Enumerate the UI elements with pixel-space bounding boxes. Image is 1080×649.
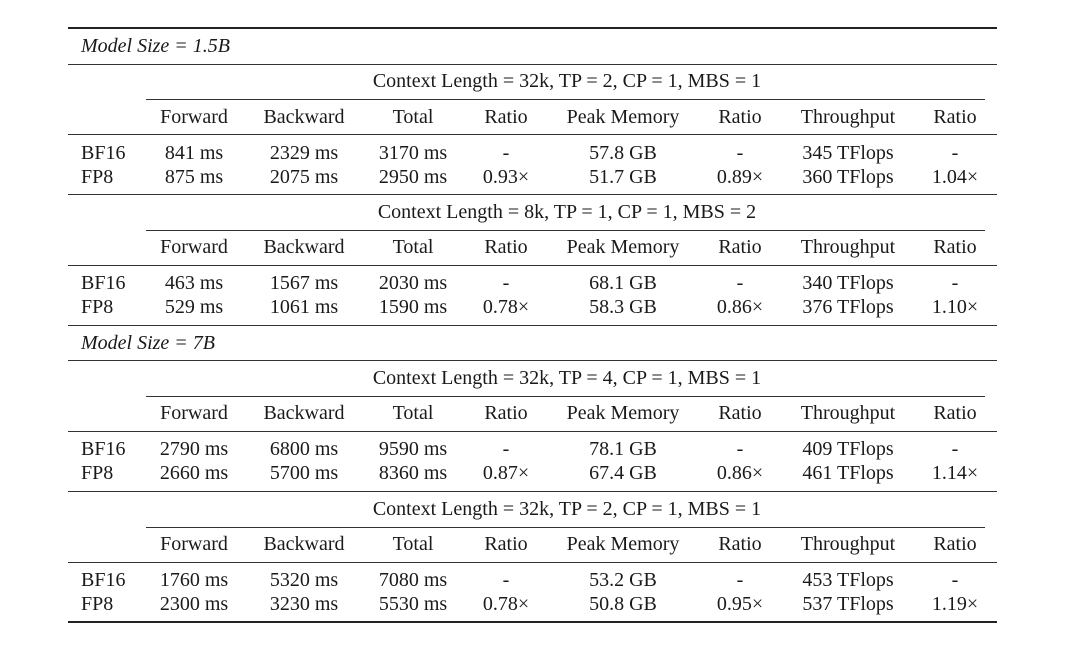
row-label: FP8 — [81, 166, 114, 188]
column-header: Ratio — [484, 106, 528, 128]
table-cell: - — [736, 272, 744, 294]
table-cell: 2300 ms — [159, 593, 229, 615]
table-cell: 67.4 GB — [589, 462, 657, 484]
column-header: Total — [392, 533, 434, 555]
table-cell: - — [502, 438, 510, 460]
table-cell: 463 ms — [164, 272, 224, 294]
table-cell: 2790 ms — [159, 438, 229, 460]
table-cell: 51.7 GB — [589, 166, 657, 188]
column-header: Ratio — [718, 402, 762, 424]
column-header: Backward — [263, 533, 345, 555]
section-title: Model Size = 1.5B — [81, 35, 231, 57]
table-cell: 461 TFlops — [802, 462, 894, 484]
table-cell: 529 ms — [164, 296, 224, 318]
table-cell: 5530 ms — [378, 593, 448, 615]
table-cell: 0.78× — [482, 296, 530, 318]
table-cell: 1590 ms — [378, 296, 448, 318]
table-cell: 0.93× — [482, 166, 530, 188]
table-cell: 1.10× — [931, 296, 979, 318]
column-header: Ratio — [718, 533, 762, 555]
header-rule — [68, 265, 997, 266]
table-cell: 5700 ms — [269, 462, 339, 484]
column-header: Ratio — [484, 236, 528, 258]
config-header: Context Length = 32k, TP = 2, CP = 1, MBS = 1 — [372, 70, 762, 92]
bottom-rule — [68, 621, 997, 623]
column-header: Forward — [160, 533, 228, 555]
column-header: Total — [392, 402, 434, 424]
column-header: Throughput — [800, 106, 896, 128]
table-cell: 875 ms — [164, 166, 224, 188]
table-cell: 57.8 GB — [589, 142, 657, 164]
table-cell: - — [736, 569, 744, 591]
config-rule — [146, 230, 985, 231]
table-cell: 53.2 GB — [589, 569, 657, 591]
column-header: Peak Memory — [566, 533, 680, 555]
table-cell: 409 TFlops — [802, 438, 894, 460]
table-cell: 0.86× — [716, 462, 764, 484]
column-header: Total — [392, 106, 434, 128]
table-cell: 68.1 GB — [589, 272, 657, 294]
table-cell: 360 TFlops — [802, 166, 894, 188]
table-cell: - — [502, 569, 510, 591]
column-header: Throughput — [800, 236, 896, 258]
row-label: FP8 — [81, 296, 114, 318]
column-header: Ratio — [484, 533, 528, 555]
table-cell: - — [951, 438, 959, 460]
table-cell: 6800 ms — [269, 438, 339, 460]
table-cell: 0.78× — [482, 593, 530, 615]
row-label: BF16 — [81, 272, 126, 294]
column-header: Ratio — [718, 106, 762, 128]
column-header: Ratio — [718, 236, 762, 258]
table-cell: 340 TFlops — [802, 272, 894, 294]
column-header: Peak Memory — [566, 106, 680, 128]
table-cell: - — [502, 142, 510, 164]
section-rule — [68, 64, 997, 65]
config-header: Context Length = 32k, TP = 2, CP = 1, MBS = 1 — [372, 498, 762, 520]
row-label: BF16 — [81, 142, 126, 164]
row-label: BF16 — [81, 438, 126, 460]
column-header: Backward — [263, 106, 345, 128]
table-cell: 1061 ms — [269, 296, 339, 318]
table-cell: 3230 ms — [269, 593, 339, 615]
column-header: Total — [392, 236, 434, 258]
table-cell: 345 TFlops — [802, 142, 894, 164]
block-rule — [68, 491, 997, 492]
column-header: Throughput — [800, 533, 896, 555]
header-rule — [68, 431, 997, 432]
header-rule — [68, 562, 997, 563]
table-cell: - — [736, 142, 744, 164]
table-cell: 2660 ms — [159, 462, 229, 484]
table-cell: 0.89× — [716, 166, 764, 188]
header-rule — [68, 134, 997, 135]
column-header: Forward — [160, 106, 228, 128]
table-cell: 50.8 GB — [589, 593, 657, 615]
column-header: Ratio — [933, 106, 977, 128]
table-cell: 5320 ms — [269, 569, 339, 591]
config-rule — [146, 396, 985, 397]
column-header: Forward — [160, 236, 228, 258]
column-header: Ratio — [484, 402, 528, 424]
table-cell: 3170 ms — [378, 142, 448, 164]
table-cell: 0.95× — [716, 593, 764, 615]
table-cell: 9590 ms — [378, 438, 448, 460]
table-cell: 1.04× — [931, 166, 979, 188]
table-cell: 0.87× — [482, 462, 530, 484]
table-cell: - — [502, 272, 510, 294]
block-rule — [68, 194, 997, 195]
column-header: Backward — [263, 402, 345, 424]
table-cell: 1.19× — [931, 593, 979, 615]
config-rule — [146, 527, 985, 528]
column-header: Ratio — [933, 236, 977, 258]
column-header: Peak Memory — [566, 402, 680, 424]
config-rule — [146, 99, 985, 100]
column-header: Forward — [160, 402, 228, 424]
section-rule — [68, 360, 997, 361]
table-cell: 8360 ms — [378, 462, 448, 484]
table-cell: 0.86× — [716, 296, 764, 318]
table-cell: 1760 ms — [159, 569, 229, 591]
column-header: Ratio — [933, 402, 977, 424]
config-header: Context Length = 8k, TP = 1, CP = 1, MBS = 2 — [377, 201, 757, 223]
table-cell: - — [951, 569, 959, 591]
row-label: FP8 — [81, 462, 114, 484]
table-cell: 453 TFlops — [802, 569, 894, 591]
table-cell: 78.1 GB — [589, 438, 657, 460]
table-cell: 2950 ms — [378, 166, 448, 188]
table-cell: 7080 ms — [378, 569, 448, 591]
table-cell: - — [951, 272, 959, 294]
table-cell: - — [951, 142, 959, 164]
row-label: BF16 — [81, 569, 126, 591]
top-rule — [68, 27, 997, 29]
table-cell: 537 TFlops — [802, 593, 894, 615]
column-header: Backward — [263, 236, 345, 258]
column-header: Ratio — [933, 533, 977, 555]
table-cell: 376 TFlops — [802, 296, 894, 318]
table-cell: 2030 ms — [378, 272, 448, 294]
section-title: Model Size = 7B — [81, 332, 216, 354]
table-cell: 841 ms — [164, 142, 224, 164]
row-label: FP8 — [81, 593, 114, 615]
table-cell: 1.14× — [931, 462, 979, 484]
table-cell: 2075 ms — [269, 166, 339, 188]
table-cell: 58.3 GB — [589, 296, 657, 318]
column-header: Peak Memory — [566, 236, 680, 258]
table-cell: 1567 ms — [269, 272, 339, 294]
table-cell: - — [736, 438, 744, 460]
column-header: Throughput — [800, 402, 896, 424]
block-rule — [68, 325, 997, 326]
table-cell: 2329 ms — [269, 142, 339, 164]
config-header: Context Length = 32k, TP = 4, CP = 1, MBS = 1 — [372, 367, 762, 389]
